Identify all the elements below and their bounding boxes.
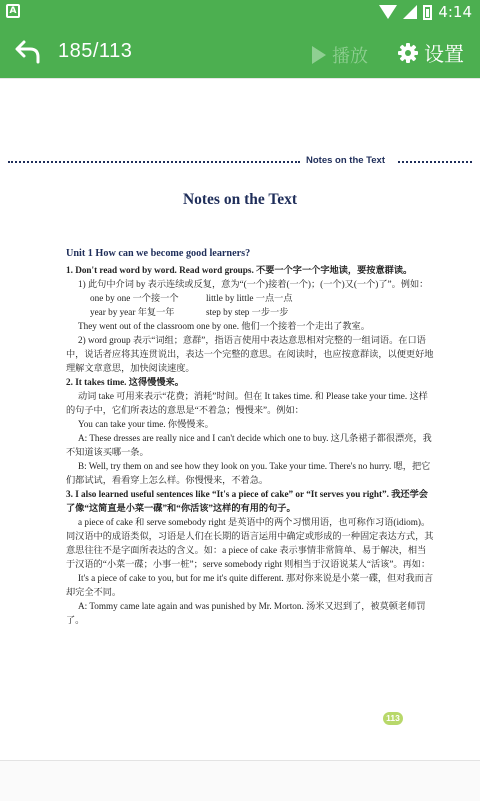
page-title: Notes on the Text	[182, 191, 298, 208]
notes-body	[66, 247, 434, 627]
running-head-rule-left	[8, 161, 300, 163]
back-button[interactable]	[14, 38, 42, 66]
document-page[interactable]	[0, 78, 480, 761]
status-indicators	[379, 3, 472, 21]
bottom-bar	[0, 760, 480, 801]
clock: 4:14	[438, 3, 472, 21]
settings-button[interactable]	[398, 38, 464, 67]
example-phrase: little by little 一点一点	[206, 293, 293, 303]
unit-heading: Unit 1 How can we become good learners?	[66, 248, 251, 259]
play-icon	[312, 46, 326, 64]
play-button[interactable]	[312, 42, 368, 68]
example-phrase: year by year 年复一年	[90, 307, 175, 317]
note-heading: 2. It takes time. 这得慢慢来。	[66, 377, 184, 387]
example-sentence: They went out of the classroom one by one. 他们一个接着一个走出了教室。	[78, 321, 370, 331]
reader-toolbar	[0, 26, 480, 78]
note-paragraph: a piece of cake 和 serve somebody right 是英语中的两个习惯用语，也可称作习语(idiom)。同汉语中的成语类似，习语是人们在长期的语言运用中确定或形成的一种固定表达方式，其意思往往不是字面所表达的含义。如：a piece of cake 表示事情非常简单、易于解决，相当于汉语的“小菜一碟；小事一桩”；serve somebody right 则相当于汉语说某人“活该”。再如：	[66, 517, 434, 569]
settings-label: 设置	[424, 42, 464, 66]
example-phrase: step by step 一步一步	[206, 307, 289, 317]
example-sentence: You can take your time. 你慢慢来。	[78, 419, 214, 429]
note-heading: 1. Don't read word by word. Read word groups. 不要一个字一个字地读，要按意群读。	[66, 265, 413, 275]
dialogue-line: A: These dresses are really nice and I can't decide which one to buy. 这几条裙子都很漂亮，我不知道该买哪一条。	[66, 433, 432, 457]
dialogue-line: A: Tommy came late again and was punished by Mr. Morton. 汤米又迟到了，被莫顿老师罚了。	[66, 601, 426, 625]
example-row	[66, 305, 434, 319]
example-sentence: It's a piece of cake to you, but for me it's quite different. 那对你来说是小菜一碟，但对我而言却完全不同。	[66, 573, 434, 597]
page-counter: 185/113	[58, 40, 133, 62]
note-heading: 3. I also learned useful sentences like “It's a piece of cake” or “It serves you right”. 我还学会了像“这简直是小菜一碟”和“你活该”这样的有用的句子。	[66, 489, 428, 513]
play-label: 播放	[332, 46, 368, 67]
signal-icon	[403, 5, 417, 19]
dialogue-line: B: Well, try them on and see how they look on you. Take your time. There's no hurry. 嗯，把它们都试试，看看穿上怎么样。你慢慢来，不着急。	[66, 461, 431, 485]
battery-icon	[423, 5, 432, 20]
back-arrow-icon	[14, 38, 42, 66]
note-paragraph: 2) word group 表示“词组；意群”，指语言使用中表达意思相对完整的一组词语。在口语中，说话者应将其连贯说出，表达一个完整的意思。在阅读时，也应按意群读，以便更好地理解文章意思，加快阅读速度。	[66, 335, 434, 373]
running-head	[8, 154, 472, 170]
gear-icon	[398, 43, 418, 63]
running-head-label: Notes on the Text	[306, 155, 385, 166]
example-phrase: one by one 一个接一个	[90, 293, 179, 303]
status-bar	[0, 0, 480, 26]
page-number-badge: 113	[383, 712, 403, 725]
app-notification-icon: A	[6, 4, 20, 18]
note-paragraph: 1) 此句中介词 by 表示连续或反复，意为“(一个)接着(一个)；(一个)又(一个)了”。例如：	[78, 279, 429, 289]
example-row	[66, 291, 434, 305]
running-head-rule-right	[398, 161, 472, 163]
wifi-icon	[379, 5, 397, 19]
note-paragraph: 动词 take 可用来表示“花费；消耗”时间。但在 It takes time. 和 Please take your time. 这样的句子中，它们所表达的意思是“不着急；慢慢来”。例如：	[66, 391, 428, 415]
